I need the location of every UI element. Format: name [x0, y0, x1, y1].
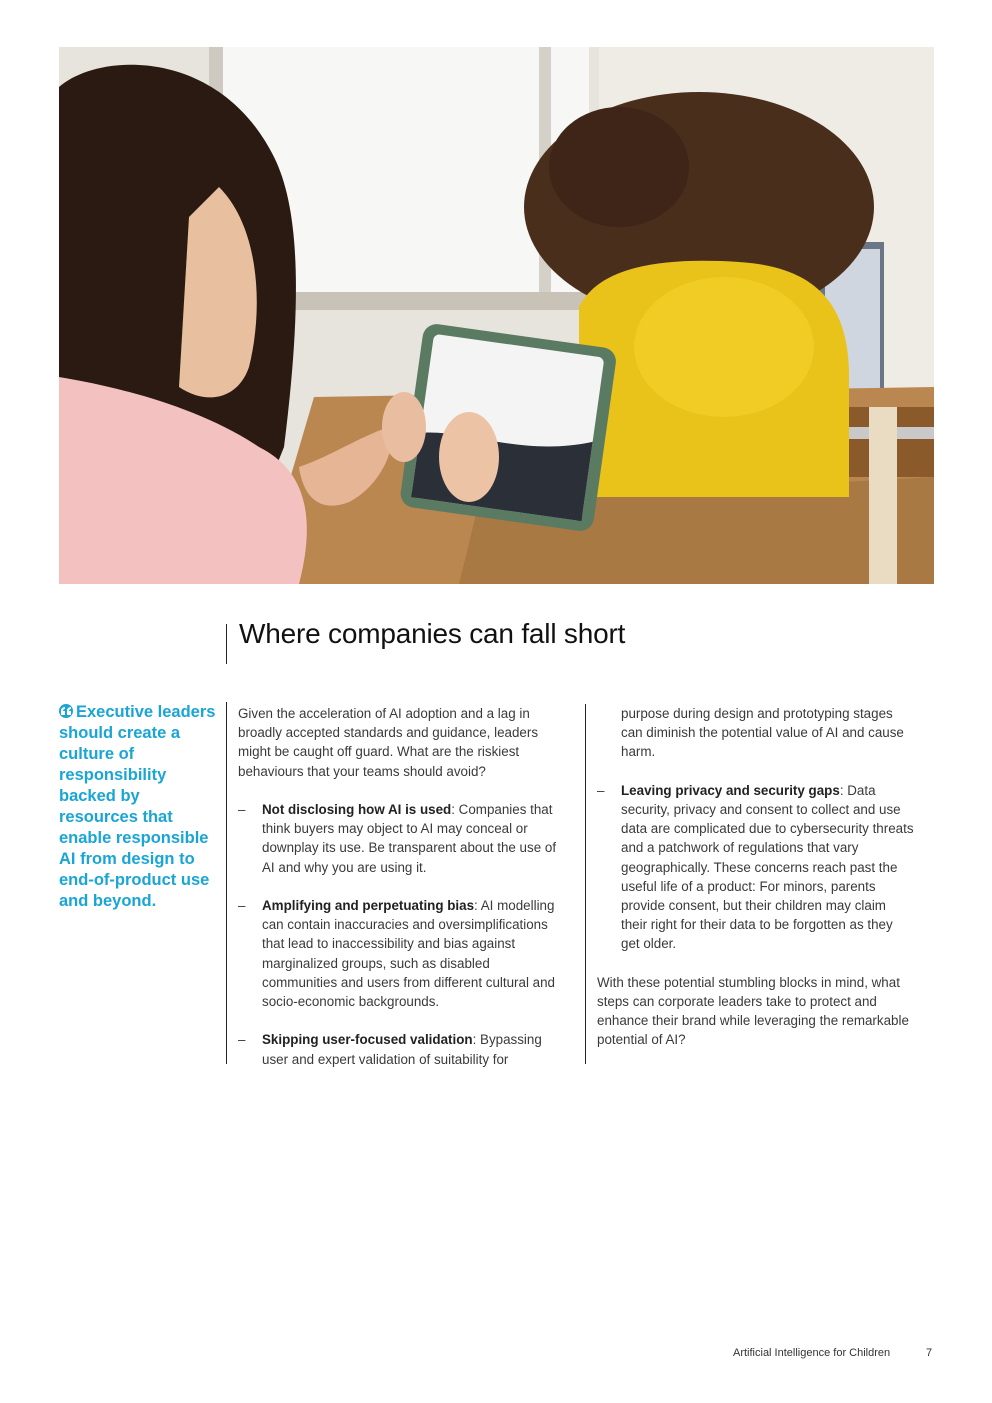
- list-item: – Leaving privacy and security gaps: Data security, privacy and consent to collect and use data are complicated due to cybersecurity threats and a patchwork of regulations that vary geographically. These concerns reach past the useful life of a product: For minors, parents provide consent, but their children may claim their right for their data to be forgotten as they get older.: [597, 782, 914, 952]
- list-item-text: : Bypassing user and expert validation of suitability for: [262, 1032, 542, 1067]
- risk-list: [238, 800, 568, 1069]
- intro-paragraph: Given the acceleration of AI adoption and a lag in broadly accepted standards and guidance, leaders might be caught off guard. What are the riskiest behaviours that your teams should avoid?: [238, 706, 539, 779]
- list-item: – Not disclosing how AI is used: Companies that think buyers may object to AI may conceal or downplay its use. Be transparent about the use of AI and why you are using it.: [238, 802, 557, 875]
- list-item: – Skipping user-focused validation: Bypassing user and expert validation of suitability for: [238, 1032, 542, 1067]
- quote-icon: [59, 704, 73, 718]
- list-item-text: : AI modelling can contain inaccuracies and oversimplifications that lead to inaccessibility and bias against marginalized groups, such as disabled communities and users from different cultural and socio-economic backgrounds.: [262, 898, 555, 1010]
- pull-quote: [59, 702, 219, 912]
- closing-paragraph: With these potential stumbling blocks in mind, what steps can corporate leaders take to protect and enhance their brand while leveraging the remarkable potential of AI?: [597, 974, 909, 1048]
- column-rule-middle: [585, 704, 586, 1064]
- classroom-photo: [59, 47, 934, 584]
- list-item-title: Not disclosing how AI is used: [262, 802, 452, 817]
- list-item-continuation: purpose during design and prototyping stages can diminish the potential value of AI and cause harm.: [621, 706, 904, 760]
- list-item-title: Skipping user-focused validation: [262, 1032, 473, 1048]
- list-item-title: Leaving privacy and security gaps: [621, 782, 840, 798]
- text-column-1: [238, 704, 568, 1069]
- list-item-title: Amplifying and perpetuating bias: [262, 898, 475, 913]
- list-item: – Amplifying and perpetuating bias: AI modelling can contain inaccuracies and oversimplifications that lead to inaccessibility and bias against marginalized groups, such as disabled communities and users from different cultural and socio-economic backgrounds.: [238, 898, 555, 1010]
- section-title: Where companies can fall short: [239, 618, 626, 649]
- column-rule-left: [226, 702, 227, 1064]
- heading-rule: [226, 624, 227, 664]
- list-item-text: : Data security, privacy and consent to collect and use data are complicated due to cybersecurity threats and a patchwork of regulations that vary geographically. These concerns reach past the useful life of a product: For minors, parents provide consent, but their children may claim their right for their data to be forgotten as they get older.: [621, 782, 914, 952]
- footer-doc-title: Artificial Intelligence for Children: [733, 1347, 891, 1359]
- list-item-text: : Companies that think buyers may object to AI may conceal or downplay its use. Be transparent about the use of AI and why you are using it.: [262, 802, 557, 875]
- risk-list-continued: [597, 781, 915, 954]
- page-number: 7: [926, 1347, 933, 1359]
- text-column-2: [597, 704, 915, 1069]
- pull-quote-text: Executive leaders should create a culture of responsibility backed by resources that enable responsible AI from design to end-of-product use and beyond.: [59, 703, 216, 910]
